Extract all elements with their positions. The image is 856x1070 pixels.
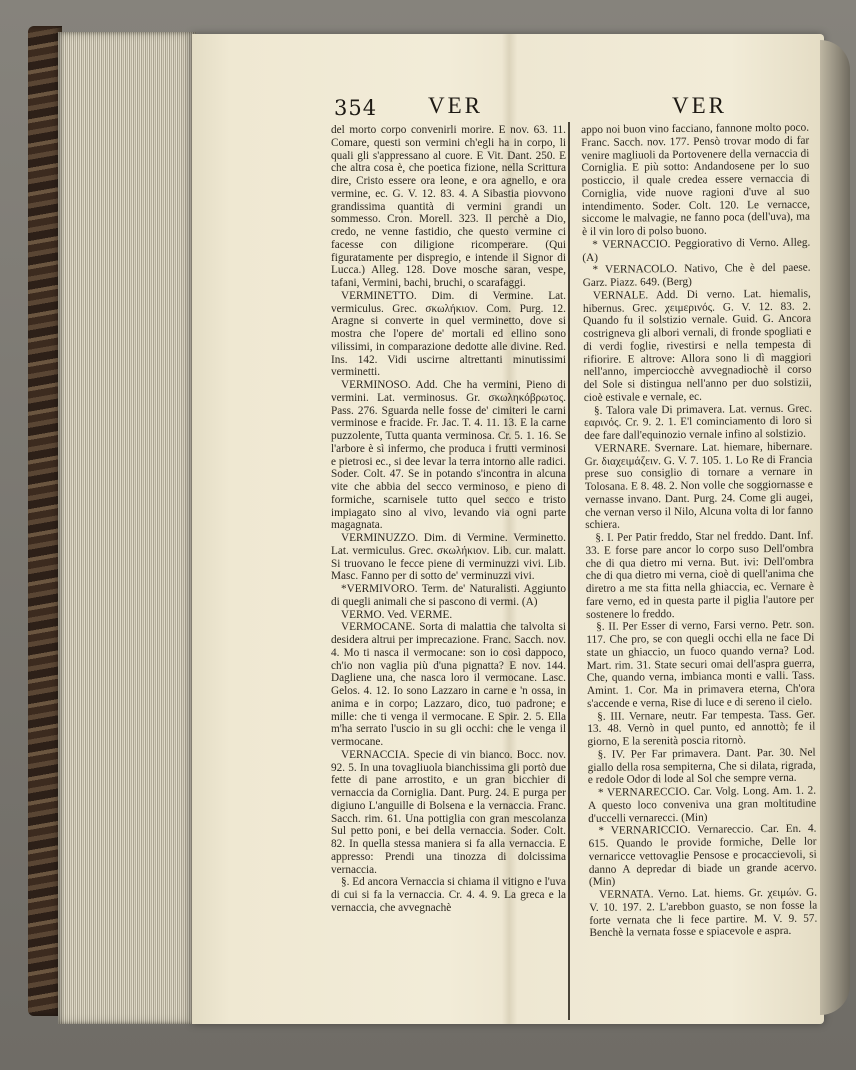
entry-paragraph: §. I. Per Patir freddo, Star nel freddo. Dant. Inf. 33. E forse pare ancor lo corpo suso Dell'ombra che di qua dietro mi verna. But. ivi: Dell'ombra che di qua dietro mi verna, cioè di quell'anima che diretro a me sta fitta nella ghiaccia, ec. Vernare è fare verno, ed in questa parte il piglia l'autore per sostenere lo freddo. — [585, 529, 815, 621]
entry-paragraph: §. III. Vernare, neutr. Far tempesta. Tass. Ger. 13. 48. Vernò in quel punto, ed annottò; fe il giorno, E la serenità poscia ritornò. — [587, 708, 816, 748]
entry-paragraph: VERMINOSO. Add. Che ha vermini, Pieno di vermini. Lat. verminosus. Gr. σκωληκόβρωτος. Pass. 276. Sguarda nelle fosse de' cimiteri le carni verminose e fracide. Fr. Jac. T. 4. 11. 13. E la carne puzzolente, Tutta quanta verminosa. Cr. 5. 1. 16. Se l'arbore è sì infermo, che produca i frutti verminosi e pietrosi ec., si dee levar la terra intorno alle radici. Soder. Colt. 47. Se in potando s'incontra in alcuna vite che abbia del secco verminoso, e pieno di formiche, scarnisele tutto quel secco e tristo impiagato sino al vivo, levando via ogni parte magagnata. — [331, 379, 566, 532]
entry-paragraph: VERMINETTO. Dim. di Vermine. Lat. vermiculus. Grec. σκωλήκιον. Com. Purg. 12. Aragne si converte in quel verminetto, dove si mostra che l'opere de' mortali ed ellino sono vilissimi, in comparazione dedotte alle divine. Red. Ins. 142. Vidi uscirne altrettanti minutissimi verminetti. — [331, 289, 566, 379]
entry-paragraph: del morto corpo convenirli morire. E nov. 63. 11. Comare, questi son vermini ch'egli ha in corpo, li quali gli s'appressano al cuore. E Vit. Dant. 250. E che altra cosa è, che poetica fizione, nella Scrittura dire, Cristo essere ora leone, e ora agnello, e ora vermine, ec. G. V. 12. 83. 4. A Sibastia piovvono grandissima quantità di vermini grandi un sommesso. Cron. Morell. 323. Il perchè a Dio, credo, ne venne fastidio, che questo vermine ci facesse con diligione ricomperare. (Qui figuratamente per dispregio, e intende il Signor di Lucca.) Alleg. 128. Dove mosche saran, vespe, tafani, Vermini, bachi, bruchi, o scarafaggi. — [331, 124, 566, 289]
entry-paragraph: §. Talora vale Di primavera. Lat. vernus. Grec. εαρινός. Cr. 9. 2. 1. E'l cominciamento di loro si dee fare dall'equinozio vernale infino al solstizio. — [584, 402, 813, 442]
right-column — [581, 122, 818, 1020]
entry-paragraph: VERNARE. Svernare. Lat. hiemare, hibernare. Gr. διαχειμάζειν. G. V. 7. 105. 1. Lo Re di Francia prese suo consiglio di tornare a vernare in Tolosana. E 8. 48. 2. Non volle che soggiornasse e vernasse invano. Dant. Purg. 24. Come gli augei, che vernan verso il Nilo, Alcuna volta di lor fanno schiera. — [584, 440, 814, 532]
entry-paragraph: * VERNACOLO. Nativo, Che è del paese. Garz. Piazz. 649. (Berg) — [582, 261, 811, 289]
entry-paragraph: * VERNARICCIO. Vernareccio. Car. En. 4. 615. Quando le provide formiche, Delle lor vernaricce vettovaglie Pensose e procaccievoli, si danno A depredar di biade un grande acervo. (Min) — [588, 822, 817, 889]
running-head-right: VER — [672, 93, 727, 118]
entry-paragraph: *VERMIVORO. Term. de' Naturalisti. Aggiunto di quegli animali che si pascono di vermi. (A) — [331, 583, 566, 608]
entry-paragraph: §. IV. Per Far primavera. Dant. Par. 30. Nel giallo della rosa sempiterna, Che si dilata, rigrada, e redole Odor di lode al Sol che sempre verna. — [587, 746, 816, 787]
entry-paragraph: * VERNACCIO. Peggiorativo di Verno. Alleg. (A) — [582, 236, 811, 264]
entry-paragraph: §. Ed ancora Vernaccia si chiama il vitigno e l'uva di cui si fa la vernaccia. Cr. 4. 4. 9. La greca e la vernaccia, che avvegnachè — [331, 876, 566, 914]
entry-paragraph: VERMO. Ved. VERME. — [341, 608, 453, 621]
column-divider — [568, 122, 570, 1020]
left-column — [331, 124, 566, 1020]
entry-paragraph: * VERNARECCIO. Car. Volg. Long. Am. 1. 2. A questo loco conveniva una gran moltitudine d'uccelli vernarecci. (Min) — [588, 784, 817, 825]
entry-paragraph: VERNATA. Verno. Lat. hiems. Gr. χειμών. G. V. 10. 197. 2. L'arebbon guasto, se non fosse la forte vernata che li fece partire. M. V. 9. 57. Benchè la vernata fosse e spiacevole e aspra. — [589, 886, 818, 940]
entry-paragraph: VERNACCIA. Specie di vin bianco. Bocc. nov. 92. 5. In una tovagliuola bianchissima gli portò due fette di pane arrostito, e un gran bicchier di vernaccia da Corniglia. Dant. Purg. 24. E purga per digiuno L'anguille di Bolsena e la vernaccia. Franc. Sacch. rim. 61. Una pottiglia con gran mescolanza Sul petto poni, e bei della vernaccia. Soder. Colt. 82. In quella stessa maniera si fa alla vernaccia. E appresso: Prendi una tinozza di dolcissima vernaccia. — [331, 748, 566, 876]
entry-paragraph: VERMINUZZO. Dim. di Vermine. Verminetto. Lat. vermiculus. Grec. σκωλήκιον. Lib. cur. malatt. Si truovano le fecce piene di verminuzzi vivi. Lib. Masc. Fanno per di sotto de' verminuzzi vivi. — [331, 532, 566, 583]
entry-paragraph: VERMOCANE. Sorta di malattia che talvolta si desidera altrui per imprecazione. Franc. Sacch. nov. 4. Mo ti nasca il vermocane: son io così dappoco, ch'io non vaglia più d'una pignatta? E nov. 144. Dagliene una, che nasca loro il vermocane. Lasc. Gelos. 4. 12. Io sono Lazzaro in carne e 'n ossa, in anima e in corpo; Lazzaro, dico, tuo padrone; e mille: che ti venga il vermocane. E Spir. 2. 5. Ella m'ha serrato l'uscio in su gli occhi: che le venga il vermocane. — [331, 621, 566, 748]
facing-page-edge — [820, 40, 850, 1015]
entry-paragraph: appo noi buon vino facciano, fannone molto poco. Franc. Sacch. nov. 177. Pensò trovar modo di far venire magliuoli da Portovenere della vernaccia di Corniglia. E più sotto: Andandosene per lo suo posticcio, il quale credea essere vernaccia di Corniglia, vide nuove ragioni d'uve al suo intendimento. Soder. Colt. 120. Le vernacce, siccome le malvagie, ne fanno poca (dell'uva), ma è il vin loro di polso buono. — [581, 121, 811, 238]
running-head-left: VER — [428, 93, 483, 118]
book-cover-spine — [28, 26, 62, 1016]
entry-paragraph: VERNALE. Add. Di verno. Lat. hiemalis, hibernus. Grec. χειμερινός. G. V. 12. 83. 2. Quando fu il solstizio vernale. Guid. G. Ancora costrigneva gli albori vernali, di fronde spogliati e di verdi foglie, rivestirsi e nella tempesta di rifiorire. E altrove: Allora sono li dì maggiori nell'anno, imperciocchè avvegnadiochè il corso del Sole si distingua nell'anno per duo solstizii, cioè estivale e vernale, ec. — [582, 287, 812, 404]
entry-paragraph: §. II. Per Esser di verno, Farsi verno. Petr. son. 117. Che pro, se con quegli occhi ella ne face Di state un ghiaccio, un fuoco quando verna? Lod. Mart. rim. 31. State securi omai dell'aspra guerra, Che, quando verna, imbianca monti e valli. Tass. Amint. 1. Cor. Ma in primavera eterna, Ch'ora s'accende e verna, Rise di luce e di sereno il cielo. — [586, 618, 815, 710]
page-edges — [58, 32, 196, 1024]
page-number: 354 — [334, 96, 378, 120]
